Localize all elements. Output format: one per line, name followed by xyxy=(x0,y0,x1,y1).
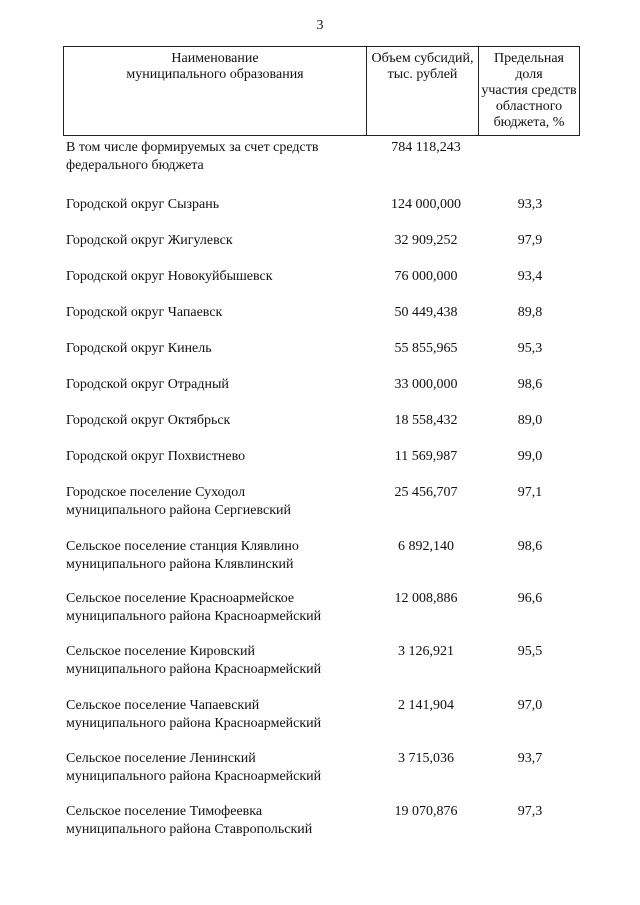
row-name xyxy=(66,697,366,733)
row-name-line: Сельское поселение Тимофеевка xyxy=(66,804,263,819)
row-share: 99,0 xyxy=(517,449,543,464)
row-share: 89,0 xyxy=(517,413,543,428)
header-name-line: муниципального образования xyxy=(126,67,304,82)
row-name-line: Сельское поселение Кировский xyxy=(66,644,255,659)
row-name-line: В том числе формируемых за счет средств xyxy=(66,140,319,155)
row-share: 95,5 xyxy=(517,644,543,659)
header-volume-line: Объем субсидий, xyxy=(371,51,474,66)
row-name-line: Сельское поселение Ленинский xyxy=(66,751,256,766)
row-name xyxy=(66,304,366,322)
row-share: 97,3 xyxy=(517,804,543,819)
row-share: 98,6 xyxy=(517,377,543,392)
row-name-line: Сельское поселение станция Клявлино xyxy=(66,539,299,554)
row-name xyxy=(66,590,366,626)
row-name-line: Городской округ Октябрьск xyxy=(66,413,231,428)
row-volume: 11 569,987 xyxy=(394,449,458,464)
row-name-line: муниципального района Ставропольский xyxy=(66,822,313,837)
row-name-line: Городской округ Жигулевск xyxy=(66,233,233,248)
row-name xyxy=(66,412,366,430)
row-share: 93,7 xyxy=(517,751,543,766)
row-name-line: муниципального района Красноармейский xyxy=(66,609,322,624)
header-share-column xyxy=(479,47,579,135)
row-name-line: муниципального района Клявлинский xyxy=(66,557,294,572)
row-name-line: Сельское поселение Чапаевский xyxy=(66,698,260,713)
row-volume: 124 000,000 xyxy=(391,197,461,212)
row-volume: 12 008,886 xyxy=(394,591,458,606)
row-volume: 32 909,252 xyxy=(394,233,458,248)
row-share: 89,8 xyxy=(517,305,543,320)
header-share-line: доля xyxy=(515,67,543,82)
row-name-line: Городской округ Новокуйбышевск xyxy=(66,269,273,284)
header-share-line: областного xyxy=(495,99,563,114)
row-name-line: Сельское поселение Красноармейское xyxy=(66,591,295,606)
row-volume: 25 456,707 xyxy=(394,485,458,500)
header-volume-column xyxy=(367,47,479,135)
row-volume: 33 000,000 xyxy=(394,377,458,392)
row-share: 97,0 xyxy=(517,698,543,713)
row-name-line: муниципального района Сергиевский xyxy=(66,503,292,518)
row-name xyxy=(66,340,366,358)
row-name xyxy=(66,538,366,574)
row-volume: 3 126,921 xyxy=(398,644,454,659)
table-header xyxy=(63,46,580,136)
row-volume: 55 855,965 xyxy=(394,341,458,356)
header-name-line: Наименование xyxy=(171,51,259,66)
row-name-line: муниципального района Красноармейский xyxy=(66,716,322,731)
header-volume-line: тыс. рублей xyxy=(387,67,458,82)
row-name xyxy=(66,750,366,786)
row-volume: 19 070,876 xyxy=(394,804,458,819)
row-volume: 784 118,243 xyxy=(391,140,461,155)
row-share: 97,9 xyxy=(517,233,543,248)
row-name xyxy=(66,803,366,839)
row-volume: 6 892,140 xyxy=(398,539,454,554)
row-name-line: Городской округ Похвистнево xyxy=(66,449,246,464)
row-name xyxy=(66,268,366,286)
row-volume: 50 449,438 xyxy=(394,305,458,320)
row-name-line: Городской округ Чапаевск xyxy=(66,305,223,320)
row-volume: 2 141,904 xyxy=(398,698,454,713)
row-share: 93,4 xyxy=(517,269,543,284)
row-name xyxy=(66,139,366,175)
row-name-line: муниципального района Красноармейский xyxy=(66,662,322,677)
row-share: 97,1 xyxy=(517,485,543,500)
row-name-line: Городской округ Кинель xyxy=(66,341,212,356)
row-name xyxy=(66,448,366,466)
row-name xyxy=(66,232,366,250)
row-name xyxy=(66,196,366,214)
header-share-line: бюджета, % xyxy=(493,115,565,130)
row-share: 96,6 xyxy=(517,591,543,606)
row-name-line: Городское поселение Суходол xyxy=(66,485,246,500)
row-volume: 76 000,000 xyxy=(394,269,458,284)
row-share: 98,6 xyxy=(517,539,543,554)
page-number: 3 xyxy=(316,18,324,33)
row-share: 93,3 xyxy=(517,197,543,212)
header-share-line: Предельная xyxy=(494,51,564,66)
row-name-line: федерального бюджета xyxy=(66,158,204,173)
row-name-line: Городской округ Сызрань xyxy=(66,197,220,212)
row-share: 95,3 xyxy=(517,341,543,356)
row-volume: 18 558,432 xyxy=(394,413,458,428)
row-name xyxy=(66,484,366,520)
row-name xyxy=(66,376,366,394)
row-name-line: муниципального района Красноармейский xyxy=(66,769,322,784)
row-name xyxy=(66,643,366,679)
row-name-line: Городской округ Отрадный xyxy=(66,377,229,392)
header-share-line: участия средств xyxy=(481,83,577,98)
header-name-column xyxy=(64,47,367,135)
row-volume: 3 715,036 xyxy=(398,751,454,766)
